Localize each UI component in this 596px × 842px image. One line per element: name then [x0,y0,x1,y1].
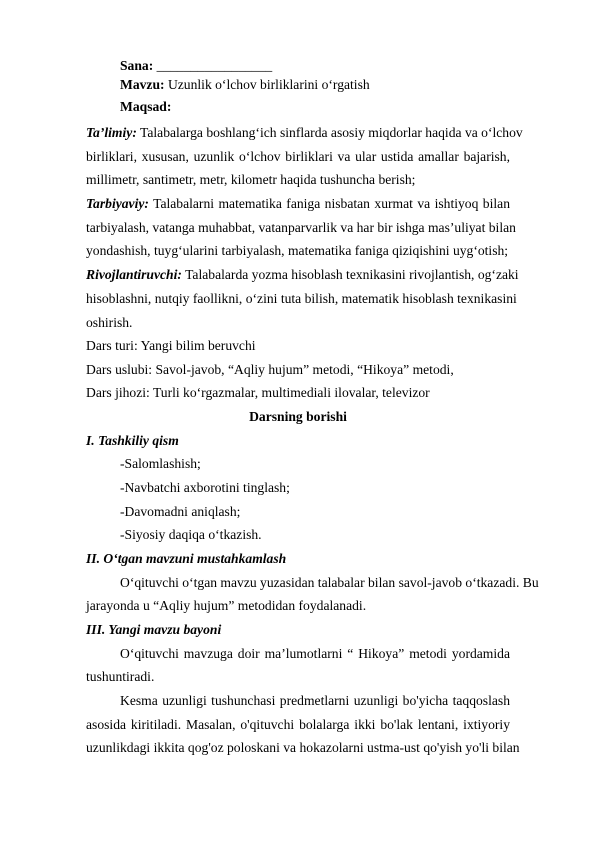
section1-title: I. Tashkiliy qism [86,433,179,448]
tarbiyaviy-line-1: Tarbiyaviy: Talabalarni matematika faniga nisbatan xurmat va ishtiyoq bilan [86,196,510,211]
mavzu-text: Uzunlik o‘lchov birliklarini o‘rgatish [164,77,370,92]
section3-para1-line-2: tushuntiradi. [86,669,155,684]
tarbiyaviy-line-3: yondashish, tuyg‘ularini tarbiyalash, matematika faniga qiziqishini uyg‘otish; [86,243,509,258]
section3-title: III. Yangi mavzu bayoni [86,622,222,637]
section1-item: -Davomadni aniqlash; [120,504,241,519]
talimiy-line-2: birliklari, xususan, uzunlik o‘lchov birliklari va ular ustida amallar bajarish, [86,149,510,164]
section1-item: -Siyosiy daqiqa o‘tkazish. [120,527,262,542]
sana-blank: _________________ [153,58,273,73]
maqsad-label: Maqsad: [120,99,172,114]
tarbiyaviy-label: Tarbiyaviy: [86,196,149,211]
section1-item: -Salomlashish; [120,456,201,471]
dars-turi: Dars turi: Yangi bilim beruvchi [86,338,256,353]
mavzu-line [120,77,510,93]
section1-item: -Navbatchi axborotini tinglash; [120,480,290,495]
dars-jihozi: Dars jihozi: Turli ko‘rgazmalar, multimediali ilovalar, televizor [86,385,430,400]
mavzu-label: Mavzu: [120,77,165,92]
section3-para2-line-1: Kesma uzunligi tushunchasi predmetlarni uzunligi bo'yicha taqqoslash [120,693,510,708]
section2-line-2: jarayonda u “Aqliy hujum” metodidan foydalanadi. [86,598,367,613]
rivoj-label: Rivojlantiruvchi: [86,267,182,282]
sana-line [120,58,510,74]
section2-line-1: O‘qituvchi o‘tgan mavzu yuzasidan talabalar bilan savol-javob o‘tkazadi. Bu [120,575,539,590]
section3-para2-line-3: uzunlikdagi ikkita qog'oz poloskani va hokazolarni ustma-ust qo'yish yo'li bilan [86,740,520,755]
borishi-title: Darsning borishi [249,409,347,424]
tarbiyaviy-line-2: tarbiyalash, vatanga muhabbat, vatanparvarlik va har bir ishga mas’uliyat bilan [86,220,516,235]
section3-para1-line-1: O‘qituvchi mavzuga doir ma’lumotlarni “ Hikoya” metodi yordamida [120,646,510,661]
sana-label: Sana: [120,58,154,73]
section3-para2-line-2: asosida kiritiladi. Masalan, o'qituvchi bolalarga ikki bo'lak lentani, ixtiyoriy [86,717,510,732]
talimiy-line-3: millimetr, santimetr, metr, kilometr haqida tushuncha berish; [86,172,416,187]
talimiy-line-1: Ta’limiy: Talabalarga boshlang‘ich sinflarda asosiy miqdorlar haqida va o‘lchov [86,125,523,140]
rivoj-line-3: oshirish. [86,315,133,330]
dars-uslubi: Dars uslubi: Savol-javob, “Aqliy hujum” metodi, “Hikoya” metodi, [86,362,454,377]
rivoj-line-2: hisoblashni, nutqiy faollikni, o‘zini tuta bilish, matematik hisoblash texnikasini [86,291,517,306]
rivoj-line-1: Rivojlantiruvchi: Talabalarda yozma hisoblash texnikasini rivojlantish, og‘zaki [86,267,519,282]
section2-title: II. O‘tgan mavzuni mustahkamlash [86,551,287,566]
talimiy-label: Ta’limiy: [86,125,137,140]
